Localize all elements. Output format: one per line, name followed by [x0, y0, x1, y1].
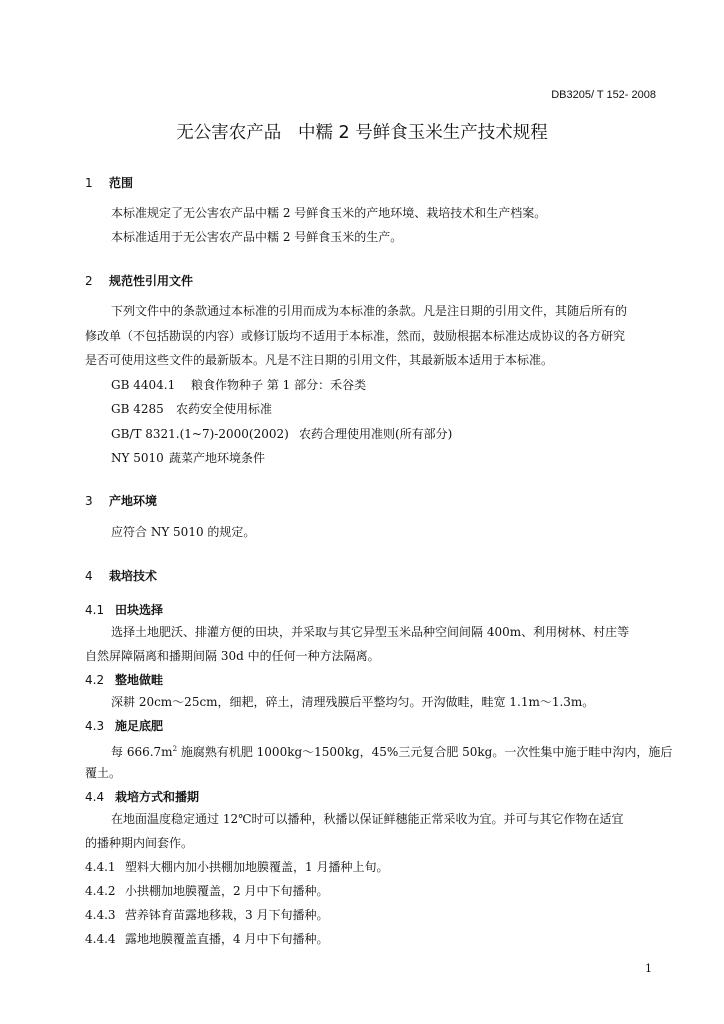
list-item: 4.4.2 小拱棚加地膜覆盖，2 月中下旬播种。 — [85, 884, 329, 898]
paragraph-line: 是否可使用这些文件的最新版本。凡是不注日期的引用文件，其最新版本适用于本标准。 — [85, 353, 554, 367]
reference-name: 农药安全使用标准 — [176, 402, 273, 416]
reference-item — [111, 451, 265, 465]
reference-name: 蔬菜产地环境条件 — [169, 451, 266, 465]
reference-item — [111, 402, 272, 416]
reference-code: GB 4285 — [111, 402, 164, 416]
reference-code: NY 5010 — [111, 451, 164, 465]
list-item: 4.4.4 露地地膜覆盖直播，4 月中下旬播种。 — [85, 932, 329, 946]
paragraph-line: 的播种期内间套作。 — [85, 836, 194, 850]
page-number: 1 — [645, 962, 652, 975]
paragraph-line: 每 $666.7m^2$ 施腐熟有机肥 1000kg～1500kg，45%三元复合肥 50kg。一次性集中施于畦中沟内，施后 — [111, 745, 673, 759]
subsection-4-3-heading — [85, 717, 163, 734]
paragraph-line: 深耕 20cm～25cm，细耙，碎土，清理残膜后平整均匀。开沟做畦，畦宽 1.1m～1.3m。 — [111, 695, 595, 709]
paragraph-line: 在地面温度稳定通过 12℃时可以播种，秋播以保证鲜穗能正常采收为宜。并可与其它作物在适宜 — [111, 812, 624, 826]
paragraph: 本标准适用于无公害农产品中糯 2 号鲜食玉米的生产。 — [111, 230, 403, 244]
subsection-number: 4.1 — [85, 603, 105, 617]
paragraph: 应符合 NY 5010 的规定。 — [111, 525, 256, 539]
reference-code: GB 4404.1 — [111, 378, 176, 392]
list-item: 4.4.1 塑料大棚内加小拱棚加地膜覆盖，1 月播种上旬。 — [85, 860, 389, 874]
section-number: 3 — [85, 494, 93, 508]
reference-item — [111, 378, 366, 392]
section-title: 栽培技术 — [109, 569, 158, 583]
section-2-heading — [85, 272, 193, 289]
document-title: 无公害农产品 中糯 2 号鲜食玉米生产技术规程 — [176, 123, 548, 143]
section-title: 产地环境 — [109, 494, 158, 508]
paragraph-line: 下列文件中的条款通过本标准的引用而成为本标准的条款。凡是注日期的引用文件，其随后所有的 — [111, 304, 628, 318]
paragraph-line: 自然屏障隔离和播期间隔 30d 中的任何一种方法隔离。 — [85, 649, 380, 663]
paragraph: 本标准规定了无公害农产品中糯 2 号鲜食玉米的产地环境、栽培技术和生产档案。 — [111, 206, 547, 220]
document-code: DB3205/ T 152- 2008 — [551, 89, 656, 101]
subsection-number: 4.2 — [85, 673, 105, 687]
paragraph-line: 选择土地肥沃、排灌方便的田块，并采取与其它异型玉米品种空间间隔 400m、利用树林、村庄等 — [111, 625, 630, 639]
section-title: 规范性引用文件 — [109, 274, 194, 288]
subsection-number: 4.4 — [85, 790, 105, 804]
paragraph-line: 修改单（不包括勘误的内容）或修订版均不适用于本标准，然而，鼓励根据本标准达成协议的各方研究 — [85, 329, 626, 343]
section-number: 4 — [85, 569, 93, 583]
reference-item — [111, 427, 452, 441]
section-3-heading — [85, 492, 157, 509]
reference-name: 农药合理使用准则(所有部分) — [299, 427, 453, 441]
reference-code: GB/T 8321.(1~7)-2000(2002) — [111, 427, 289, 441]
reference-name: 粮食作物种子 第 1 部分：禾谷类 — [191, 378, 367, 392]
subsection-4-1-heading — [85, 601, 163, 618]
section-number: 2 — [85, 274, 93, 288]
subsection-title: 田块选择 — [115, 603, 164, 617]
subsection-4-2-heading — [85, 671, 163, 688]
section-1-heading — [85, 174, 133, 191]
subsection-number: 4.3 — [85, 719, 105, 733]
section-4-heading — [85, 567, 157, 584]
paragraph-line: 覆土。 — [85, 766, 122, 780]
section-title: 范围 — [109, 176, 134, 190]
subsection-title: 栽培方式和播期 — [115, 790, 200, 804]
subsection-4-4-heading — [85, 788, 199, 805]
subsection-title: 施足底肥 — [115, 719, 164, 733]
list-item: 4.4.3 营养钵育苗露地移栽，3 月下旬播种。 — [85, 908, 329, 922]
subsection-title: 整地做畦 — [115, 673, 164, 687]
section-number: 1 — [85, 176, 93, 190]
